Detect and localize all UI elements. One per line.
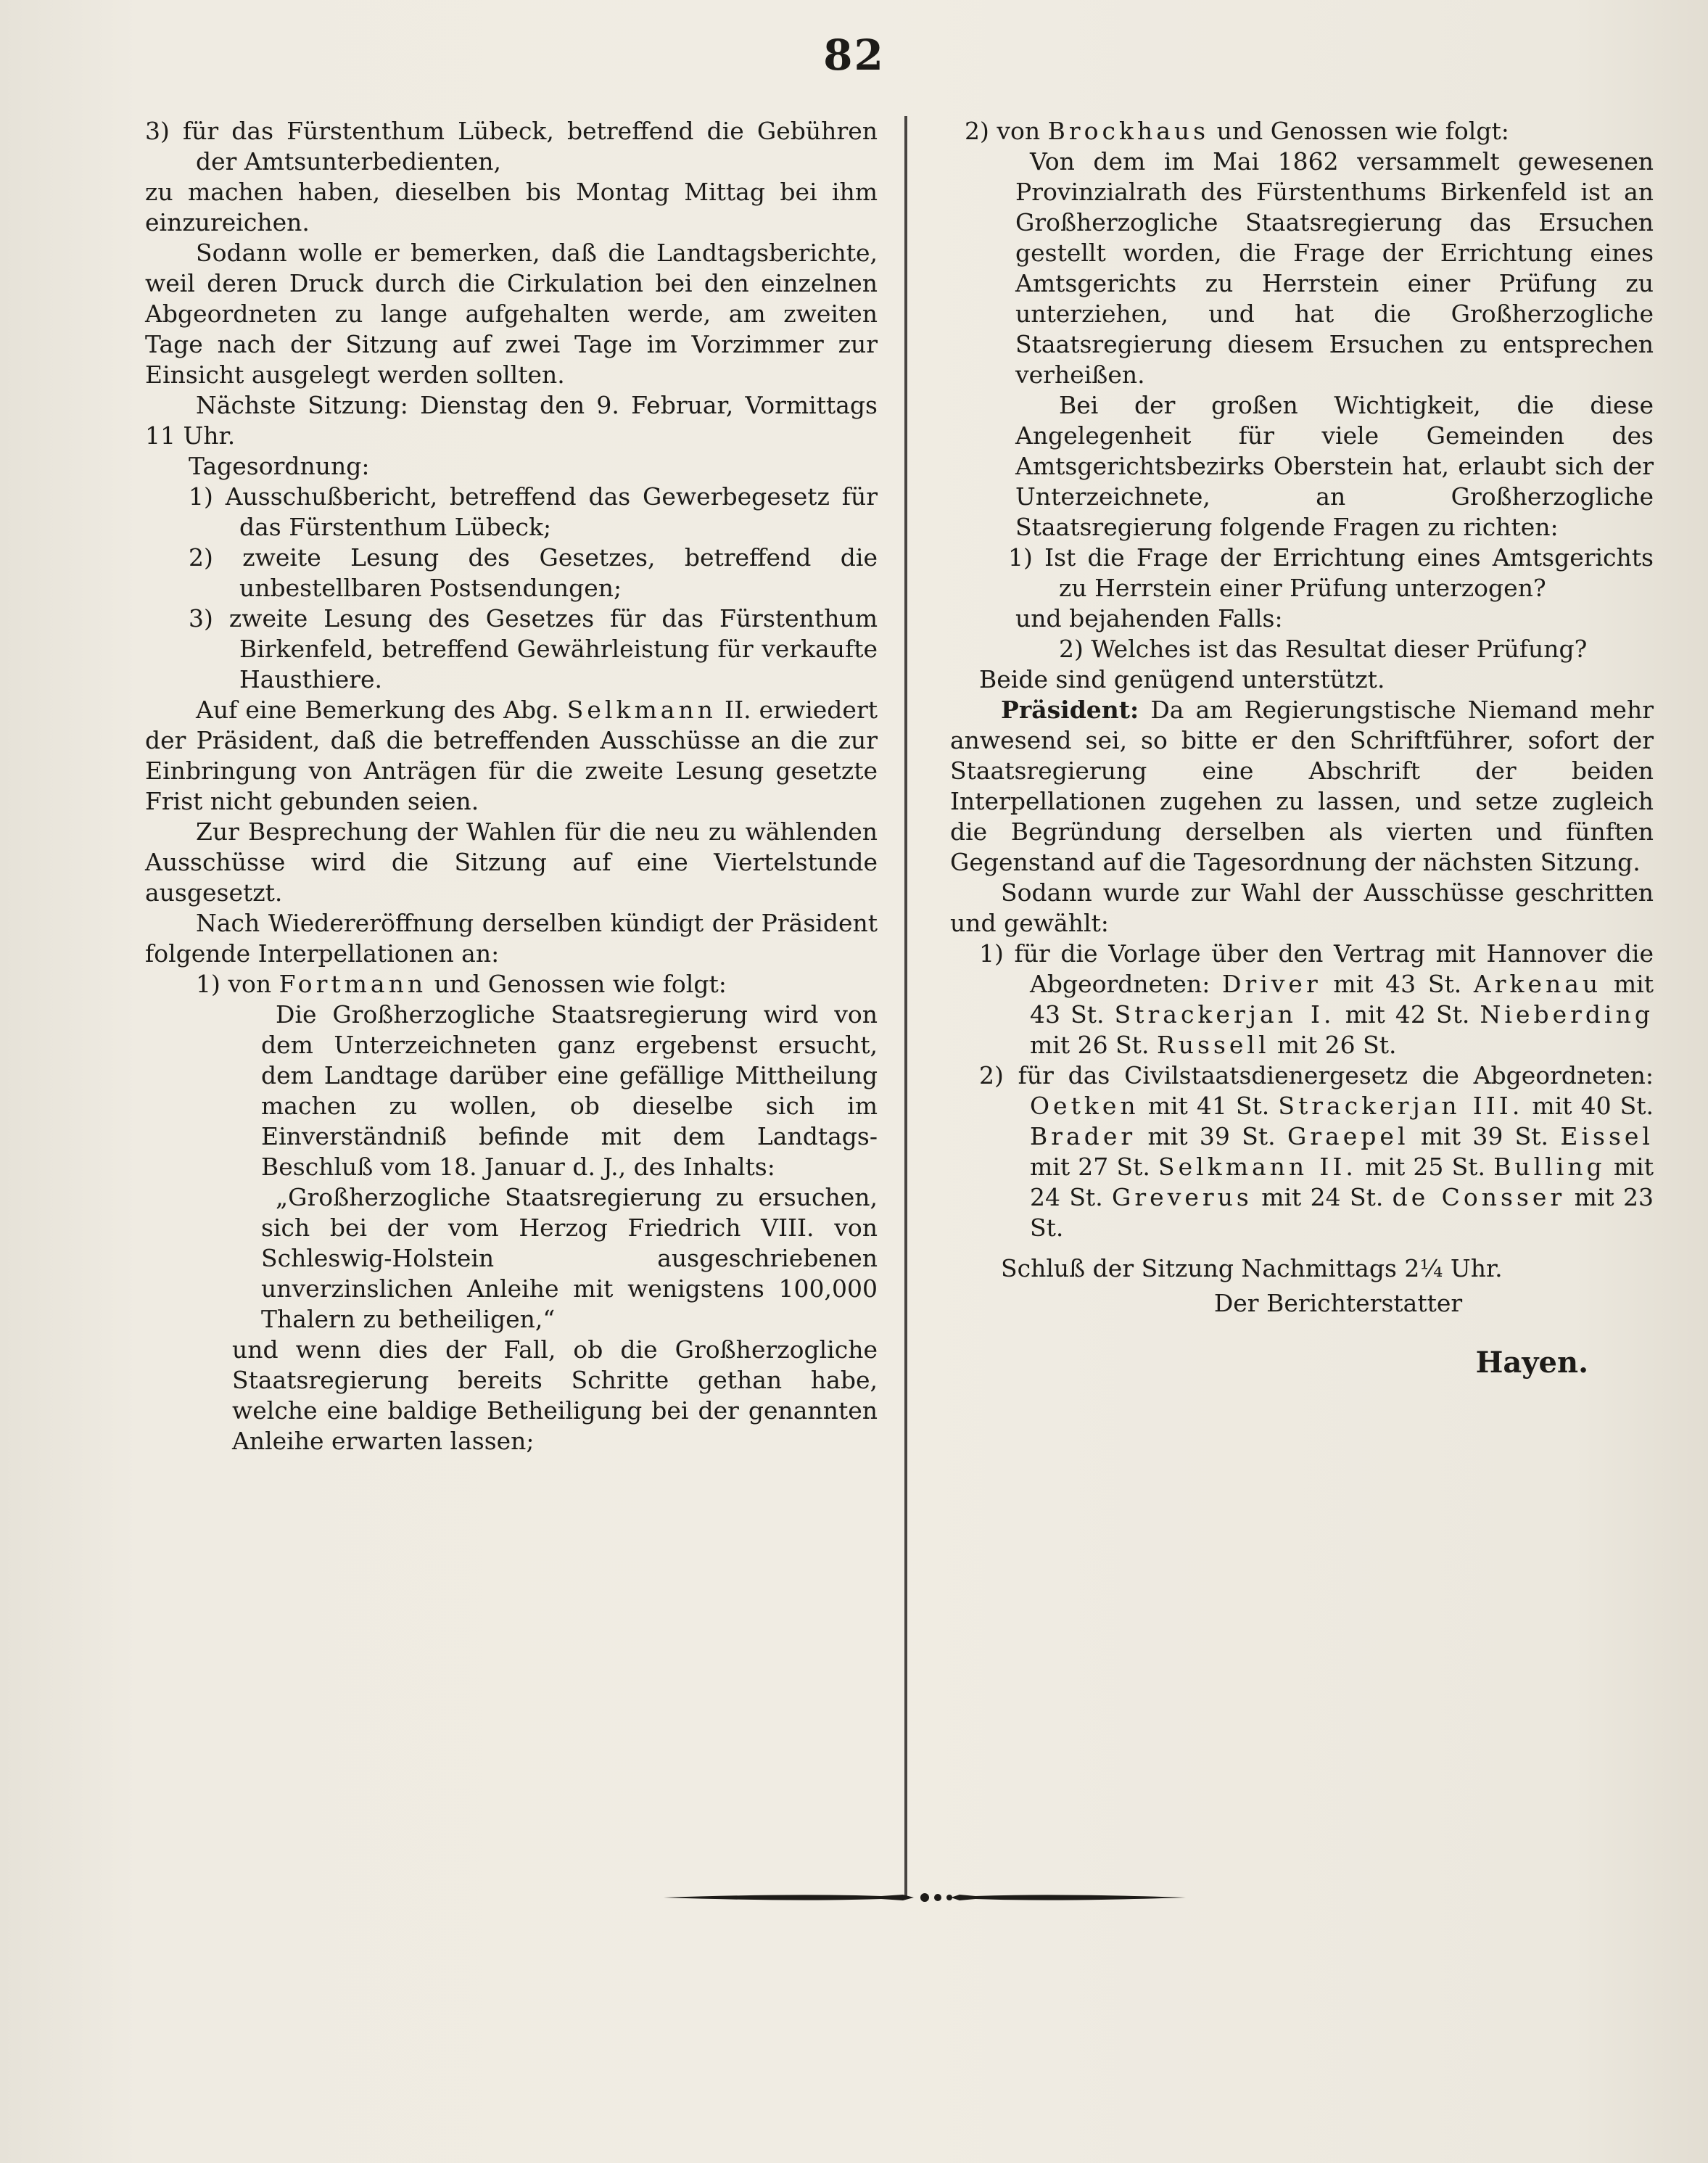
member-name: Brader — [1030, 1122, 1136, 1150]
next-session: Nächste Sitzung: Dienstag den 9. Februar, Vormittags 11 Uhr. — [145, 391, 878, 450]
member-name: Selkmann II. — [1158, 1153, 1357, 1181]
session-close: Schluß der Sitzung Nachmittags 2¼ Uhr. — [1001, 1254, 1503, 1282]
paragraph-selkmann-remark: Auf eine Bemerkung des Abg. Selkmann II. erwiedert der Präsident, daß die betreffenden Ausschüsse an die zur Einbringung von Anträgen für die zweite Lesung gesetzte Frist nicht gebunden seien. — [145, 696, 878, 815]
interpellation-1-question: und wenn dies der Fall, ob die Großherzogliche Staatsregierung bereits Schritte gethan habe, welche eine baldige Betheiligung bei der genannten Anleihe erwarten lassen; — [232, 1335, 878, 1455]
ornamental-rule — [664, 1886, 1186, 1908]
interpellation-2-body: Von dem im Mai 1862 versammelt gewesenen Provinzialrath des Fürstenthums Birkenfeld ist an Großherzogliche Staatsregierung das Ersuchen gestellt worden, die Frage der Errichtung eines Amtsgerichts zu Herrstein einer Prüfung zu unterziehen, und hat die Großherzogliche Staatsregierung diesem Ersuchen zu entsprechen verheißen. — [1015, 147, 1654, 389]
member-name: Eissel — [1560, 1122, 1654, 1150]
column-divider — [904, 116, 907, 1897]
paragraph-landtag-reports: Sodann wolle er bemerken, daß die Landtagsberichte, weil deren Druck durch die Cirkulation bei den einzelnen Abgeordneten zu lange aufgehalten werde, am zweiten Tage nach der Sitzung auf zwei Tage im Vorzimmer zur Einsicht ausgelegt werden sollten. — [145, 239, 878, 389]
agenda-heading: Tagesordnung: — [189, 452, 370, 480]
agenda-item-luebeck-fees: 3) für das Fürstenthum Lübeck, betreffend die Gebühren der Amtsunterbedienten, — [145, 117, 878, 176]
agenda-item-1: 1) Ausschußbericht, betreffend das Gewerbegesetz für das Fürstenthum Lübeck; — [189, 482, 878, 541]
name-selkmann: Selkmann — [566, 696, 717, 724]
question-2: 2) Welches ist das Resultat dieser Prüfung? — [1059, 635, 1588, 663]
right-column — [950, 116, 1654, 1378]
name-fortmann: Fortmann — [279, 970, 427, 998]
interpellation-2-importance: Bei der großen Wichtigkeit, die diese Angelegenheit für viele Gemeinden des Amtsgerichtsbezirks Oberstein hat, erlaubt sich der Unterzeichnete, an Großherzogliche Staatsregierung folgende Fragen zu richten: — [1015, 391, 1654, 541]
member-name: Oetken — [1030, 1092, 1139, 1120]
paragraph-session-break: Zur Besprechung der Wahlen für die neu zu wählenden Ausschüsse wird die Sitzung auf eine Viertelstunde ausgesetzt. — [145, 817, 878, 907]
committee-election-intro: Sodann wurde zur Wahl der Ausschüsse geschritten und gewählt: — [950, 878, 1654, 937]
member-name: Driver — [1222, 970, 1321, 998]
committee-civil-service: 2) für das Civilstaatsdienergesetz die Abgeordneten: Oetken mit 41 St. Strackerjan III. mit 40 St. Brader mit 39 St. Graepel mit 39 St. Eissel mit 27 St. Selkmann II. mit 25 St. Bulling mit 24 St. Greverus mit 24 St. de Consser mit 23 St. — [979, 1061, 1654, 1242]
reporter-name: Hayen. — [1475, 1346, 1588, 1380]
interpellation-1-body: Die Großherzogliche Staatsregierung wird von dem Unterzeichneten ganz ergebenst ersucht, dem Landtage darüber eine gefällige Mittheilung machen zu wollen, ob dieselbe sich im Einverständniß befinde mit dem Landtags-Beschluß vom 18. Januar d. J., des Inhalts: — [261, 1000, 878, 1181]
reporter-label: Der Berichterstatter — [1213, 1289, 1463, 1317]
member-name: Nieberding — [1480, 1000, 1654, 1029]
member-name: Bulling — [1493, 1153, 1606, 1181]
question-1: 1) Ist die Frage der Errichtung eines Amtsgerichts zu Herrstein einer Prüfung unterzogen? — [1008, 543, 1654, 602]
member-name: de Consser — [1392, 1183, 1566, 1211]
committee-hannover: 1) für die Vorlage über den Vertrag mit Hannover die Abgeordneten: Driver mit 43 St. Arkenau mit 43 St. Strackerjan I. mit 42 St. Nieberding mit 26 St. Russell mit 26 St. — [979, 939, 1654, 1059]
president-statement: Präsident: Da am Regierungstische Niemand mehr anwesend sei, so bitte er den Schriftführer, sofort der Staatsregierung eine Abschrift der beiden Interpellationen zugehen zu lassen, und setze zugleich die Begründung derselben als vierten und fünften Gegenstand auf die Tagesordnung der nächsten Sitzung. — [950, 696, 1654, 876]
interpellation-1-heading: 1) von Fortmann und Genossen wie folgt: — [196, 970, 727, 998]
name-brockhaus: Brockhaus — [1047, 117, 1210, 145]
member-name: Strackerjan I. — [1114, 1000, 1335, 1029]
paragraph-deadline: zu machen haben, dieselben bis Montag Mittag bei ihm einzureichen. — [145, 178, 878, 236]
left-column — [145, 116, 878, 1457]
member-name: Greverus — [1112, 1183, 1253, 1211]
paragraph-interpellations-intro: Nach Wiedereröffnung derselben kündigt der Präsident folgende Interpellationen an: — [145, 909, 878, 968]
agenda-item-3: 3) zweite Lesung des Gesetzes für das Fürstenthum Birkenfeld, betreffend Gewährleistung für verkaufte Hausthiere. — [189, 604, 878, 693]
conditional-text: und bejahenden Falls: — [1015, 604, 1283, 633]
interpellation-1-quote: „Großherzogliche Staatsregierung zu ersuchen, sich bei der vom Herzog Friedrich VIII. von Schleswig-Holstein ausgeschriebenen unverzinslichen Anleihe mit wenigstens 100,000 Thalern zu betheiligen,“ — [261, 1183, 878, 1333]
member-name: Strackerjan III. — [1278, 1092, 1524, 1120]
page-number: 82 — [823, 30, 885, 80]
member-name: Russell — [1156, 1031, 1270, 1059]
speaker-president: Präsident: — [1001, 696, 1139, 724]
agenda-item-2: 2) zweite Lesung des Gesetzes, betreffend die unbestellbaren Postsendungen; — [189, 543, 878, 602]
support-statement: Beide sind genügend unterstützt. — [979, 665, 1385, 693]
interpellation-2-heading: 2) von Brockhaus und Genossen wie folgt: — [965, 117, 1509, 145]
member-name: Arkenau — [1473, 970, 1602, 998]
member-name: Graepel — [1287, 1122, 1409, 1150]
